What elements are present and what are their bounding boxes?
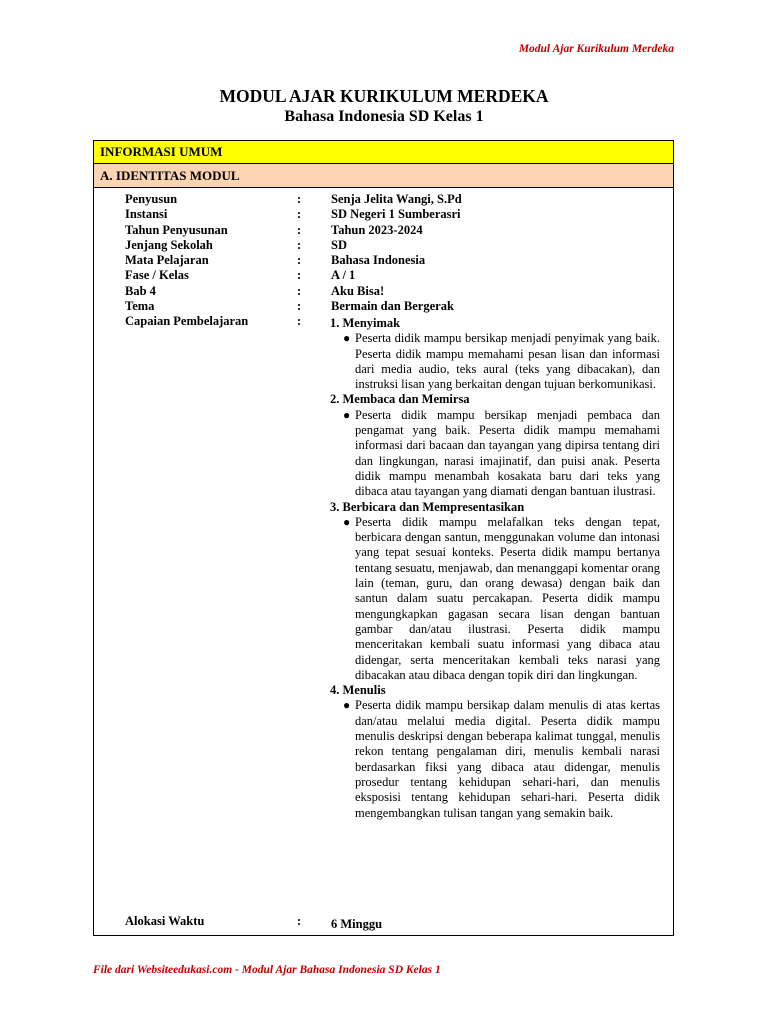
outcome-title: 1. Menyimak — [330, 316, 401, 330]
row-value: Bermain dan Bergerak — [331, 299, 454, 314]
outcome-text: Peserta didik mampu bersikap menjadi pembaca dan pengamat yang baik. Peserta didik mampu memahami informasi dari bacaan dan tayangan yang dipirsa tentang diri dan lingkungan, narasi imajinatif, dan puisi anak. Peserta didik mampu menambah kosakata baru dari teks yang dibaca atau tayangan yang diamati dengan bantuan ilustrasi. — [355, 407, 660, 499]
row-value: A / 1 — [331, 268, 356, 283]
row-value: SD — [331, 237, 347, 252]
document-subtitle: Bahasa Indonesia SD Kelas 1 — [284, 108, 484, 125]
outcome-item — [330, 408, 660, 500]
row-label: Bab 4 — [125, 283, 156, 298]
row-label: Mata Pelajaran — [125, 253, 209, 268]
row-label: Fase / Kelas — [125, 268, 189, 283]
row-value: Tahun 2023-2024 — [331, 222, 423, 237]
document-title: MODUL AJAR KURIKULUM MERDEKA — [219, 86, 549, 106]
identity-rows — [94, 192, 673, 330]
row-label: Capaian Pembelajaran — [125, 314, 249, 329]
row-value: Aku Bisa! — [331, 283, 385, 298]
row-colon: : — [297, 914, 302, 928]
module-table — [93, 140, 674, 936]
outcome-text: Peserta didik mampu melafalkan teks dengan tepat, berbicara dengan santun, menggunakan volume dan intonasi yang tepat sesuai konteks. Peserta didik mampu bertanya tentang sesuatu, menjawab, dan menanggapi komentar orang lain (teman, guru, dan orang dewasa) dengan baik dan santun dalam suatu percakapan. Peserta didik mampu mengungkapkan gagasan secara lisan dengan bantuan gambar dan/atau ilustrasi. Peserta didik mampu menceritakan kembali suatu informasi yang dibaca atau didengar, serta menceritakan kembali teks narasi yang dibacakan atau dibaca dengan topik diri dan lingkungan. — [355, 514, 660, 682]
outcome-item — [330, 698, 660, 820]
row-colon: : — [297, 237, 302, 252]
bullet-icon: ● — [343, 514, 351, 529]
row-label: Tahun Penyusunan — [125, 222, 228, 237]
section-general-info: INFORMASI UMUM — [94, 141, 673, 164]
bullet-icon: ● — [343, 407, 351, 422]
outcome-text: Peserta didik mampu bersikap menjadi penyimak yang baik. Peserta didik mampu memahami pesan lisan dan informasi dari media audio, teks aural (teks yang dibacakan), dan instruksi lisan yang berkaitan dengan tujuan berkomunikasi. — [355, 331, 660, 392]
identity-row — [94, 268, 673, 283]
identity-row — [94, 207, 673, 222]
row-label: Penyusun — [125, 192, 178, 206]
row-value: Senja Jelita Wangi, S.Pd — [331, 192, 462, 206]
row-colon: : — [297, 222, 302, 237]
section-module-identity: A. IDENTITAS MODUL — [94, 164, 673, 188]
row-label: Jenjang Sekolah — [125, 237, 213, 252]
identity-row — [94, 284, 673, 299]
row-colon: : — [297, 192, 302, 206]
identity-row — [94, 299, 673, 314]
row-value: Bahasa Indonesia — [331, 253, 426, 268]
page-footer: File dari Websiteedukasi.com - Modul Ajar Bahasa Indonesia SD Kelas 1 — [93, 964, 441, 976]
row-colon: : — [297, 283, 302, 298]
row-value: 6 Minggu — [331, 917, 383, 931]
row-colon: : — [297, 268, 302, 283]
outcome-item — [330, 331, 660, 392]
identity-row — [94, 253, 673, 268]
identity-row — [94, 238, 673, 253]
bullet-icon: ● — [343, 331, 351, 346]
row-colon: : — [297, 314, 302, 329]
row-colon: : — [297, 299, 302, 314]
learning-outcomes — [330, 316, 660, 821]
time-allocation-row — [94, 913, 673, 929]
row-value: SD Negeri 1 Sumberasri — [331, 207, 461, 222]
outcome-text: Peserta didik mampu bersikap dalam menulis di atas kertas dan/atau melalui media digital. Peserta didik mampu menulis deskripsi dengan beberapa kalimat tunggal, menulis rekon tentang pengalaman diri, menulis kembali narasi berdasarkan fiksi yang dibaca atau didengar, menulis prosedur tentang kehidupan sehari-hari, dan menulis eksposisi tentang kehidupan sehari-hari. Peserta didik mengembangkan tulisan tangan yang semakin baik. — [355, 698, 660, 820]
outcome-title: 3. Berbicara dan Mempresentasikan — [330, 499, 525, 514]
row-label: Instansi — [125, 207, 168, 222]
running-header: Modul Ajar Kurikulum Merdeka — [518, 43, 674, 55]
row-colon: : — [297, 207, 302, 222]
identity-row — [94, 223, 673, 238]
row-label: Tema — [125, 299, 155, 314]
row-label: Alokasi Waktu — [125, 914, 205, 928]
identity-row — [94, 192, 673, 207]
row-colon: : — [297, 253, 302, 268]
outcome-title: 2. Membaca dan Memirsa — [330, 392, 470, 407]
outcome-item — [330, 515, 660, 683]
bullet-icon: ● — [343, 698, 351, 713]
outcome-title: 4. Menulis — [330, 683, 386, 698]
document-title-block — [0, 86, 768, 127]
